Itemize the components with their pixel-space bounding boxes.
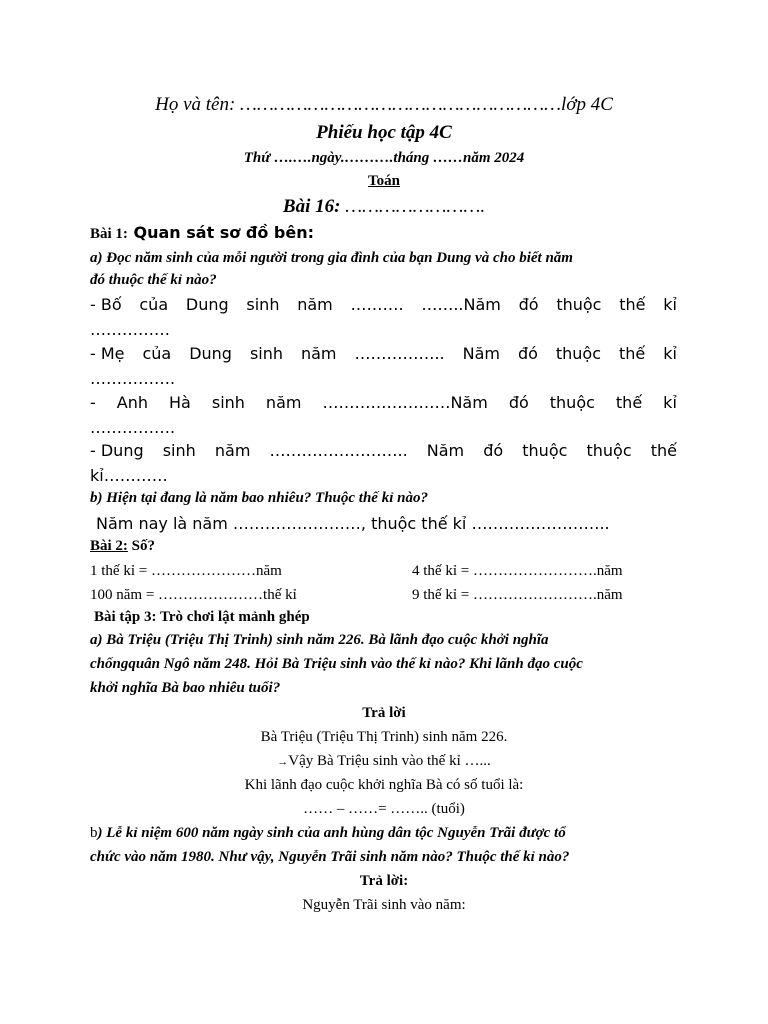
subject-text: Toán — [368, 173, 400, 189]
bai2-left-2: 100 năm = …………………thế kỉ — [90, 587, 297, 603]
bai1-row-father — [90, 295, 677, 314]
bai1-row-father-cont: …………… — [90, 320, 170, 339]
bai2-title: Số? — [127, 538, 156, 554]
bai3-question-a-line2: chốngquân Ngô năm 248. Hỏi Bà Triệu sinh vào thế kỉ nào? Khi lãnh đạo cuộc — [90, 656, 583, 672]
word: - — [90, 393, 96, 412]
word: đó — [518, 295, 539, 314]
word: sinh — [162, 441, 196, 460]
date-line: Thứ ….….ngày.……….tháng ……năm 2024 — [243, 150, 525, 166]
bai3-question-a-line3: khởi nghĩa Bà bao nhiêu tuổi? — [90, 680, 281, 696]
word: kỉ — [663, 344, 677, 363]
bai3-answer-b1: Nguyễn Trãi sinh vào năm: — [302, 897, 466, 913]
word: năm — [300, 344, 337, 363]
word: đó — [517, 344, 538, 363]
bai3-question-b-line1 — [90, 825, 566, 842]
bai1-heading — [90, 223, 314, 243]
arrow-icon: → — [277, 756, 289, 768]
word: ……..Năm — [421, 295, 501, 314]
bai1-row-dung-cont: kỉ………… — [90, 466, 168, 485]
class-label: lớp 4C — [561, 94, 613, 115]
name-dots: ………………………………………………… — [235, 94, 562, 115]
bai3-answer-label-b: Trả lời: — [359, 873, 409, 889]
bai2-right-1: 4 thế kỉ = …………………….năm — [412, 563, 623, 579]
word: Năm — [462, 344, 500, 363]
bai3-question-b-prefix: b — [90, 825, 98, 841]
bai3-answer-a2-text: Vậy Bà Triệu sinh vào thế kỉ …... — [288, 753, 491, 769]
word: Anh — [116, 393, 149, 412]
word: sinh — [211, 393, 245, 412]
subject-heading — [0, 173, 768, 190]
word: Dung — [185, 295, 229, 314]
word: thế — [619, 295, 646, 314]
word: Dung — [189, 344, 232, 363]
word: thuộc — [549, 393, 595, 412]
bai3-question-a-line1: a) Bà Triệu (Triệu Thị Trinh) sinh năm 226. Bà lãnh đạo cuộc khởi nghĩa — [90, 632, 549, 648]
bai1-question-a-line1: a) Đọc năm sinh của mỗi người trong gia đình của bạn Dung và cho biết năm — [90, 250, 573, 266]
bai2-label: Bài 2: — [90, 538, 128, 554]
word: thế — [650, 441, 677, 460]
lesson-line — [0, 196, 768, 218]
bai3-question-b-text: ) Lễ kỉ niệm 600 năm ngày sinh của anh hùng dân tộc Nguyễn Trãi được tổ — [97, 825, 566, 841]
word: kỉ — [663, 295, 677, 314]
word: thuộc — [555, 344, 601, 363]
bai3-answer-a4: …… – ……= …….. (tuổi) — [303, 801, 465, 817]
word: - Dung — [90, 441, 144, 460]
word: đó — [483, 441, 504, 460]
bai1-question-a-line2: đó thuộc thế kỉ nào? — [90, 272, 217, 288]
bai1-row-dung — [90, 441, 677, 460]
word: sinh — [249, 344, 283, 363]
bai3-answer-a3: Khi lãnh đạo cuộc khởi nghĩa Bà có số tuổi là: — [244, 777, 524, 793]
bai1-label: Bài 1: — [90, 226, 128, 242]
word: đó — [508, 393, 529, 412]
bai1-row-mother — [90, 344, 677, 363]
word: thế — [618, 344, 646, 363]
bai3-question-b-line2: chức vào năm 1980. Như vậy, Nguyễn Trãi sinh năm nào? Thuộc thế kỉ nào? — [90, 849, 570, 865]
word: thuộc — [586, 441, 632, 460]
bai3-heading: Bài tập 3: Trò chơi lật mảnh ghép — [94, 609, 310, 625]
word: của — [142, 344, 172, 363]
bai2-left-1: 1 thế kỉ = …………………năm — [90, 563, 282, 579]
bai1-row-brother-cont: ……………. — [90, 418, 176, 437]
word: - Bố — [90, 295, 122, 314]
word: của — [139, 295, 169, 314]
word: năm — [265, 393, 302, 412]
word: sinh — [246, 295, 280, 314]
bai1-row-mother-cont: ……………. — [90, 369, 176, 388]
bai1-row-brother — [90, 393, 677, 412]
worksheet-title: Phiếu học tập 4C — [316, 122, 452, 143]
lesson-dots: ……………………. — [340, 196, 486, 217]
word: kỉ — [663, 393, 677, 412]
word: thuộc — [556, 295, 602, 314]
word: …………………….. — [269, 441, 408, 460]
name-line — [0, 94, 768, 116]
word: …………….. — [354, 344, 445, 363]
word: ……………………Năm — [322, 393, 488, 412]
bai3-answer-a1: Bà Triệu (Triệu Thị Trinh) sinh năm 226. — [260, 729, 508, 745]
bai1-question-b: b) Hiện tại đang là năm bao nhiêu? Thuộc thế kỉ nào? — [90, 490, 428, 506]
bai3-answer-label-a: Trả lời — [362, 705, 406, 721]
word: năm — [214, 441, 251, 460]
word: - Mẹ — [90, 344, 125, 363]
word: năm — [297, 295, 333, 314]
word: ………. — [350, 295, 404, 314]
word: thuộc — [522, 441, 568, 460]
bai1-answer-b: Năm nay là năm ……………………, thuộc thế kỉ …………………….. — [96, 514, 610, 533]
bai2-right-2: 9 thế kỉ = …………………….năm — [412, 587, 623, 603]
bai3-answer-a2 — [0, 753, 768, 770]
word: Hà — [169, 393, 191, 412]
bai1-title: Quan sát sơ đồ bên: — [127, 223, 314, 242]
name-label: Họ và tên: — [155, 94, 236, 115]
lesson-label: Bài 16: — [282, 196, 341, 217]
word: Năm — [426, 441, 465, 460]
bai2-heading — [90, 538, 155, 555]
word: thế — [615, 393, 643, 412]
